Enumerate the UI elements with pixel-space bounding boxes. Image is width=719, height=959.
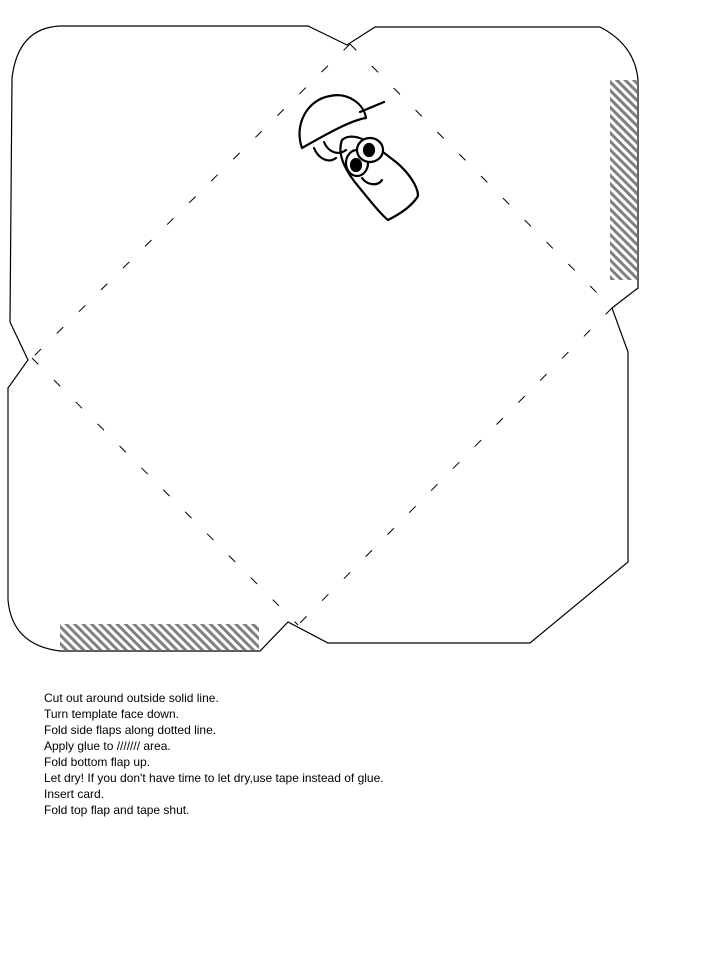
fold-line-top-left: [32, 44, 350, 358]
cartoon-character-illustration: [300, 95, 418, 220]
instruction-step: Let dry! If you don't have time to let dry,use tape instead of glue.: [44, 771, 384, 785]
instructions-list: [44, 690, 384, 818]
glue-area-right: [610, 80, 637, 280]
instruction-step: Fold top flap and tape shut.: [44, 803, 190, 817]
instruction-step: Fold bottom flap up.: [44, 755, 151, 769]
fold-line-bottom-right: [298, 308, 612, 625]
left-pupil: [351, 159, 361, 171]
glue-area-bottom: [60, 624, 259, 650]
instruction-step: Apply glue to /////// area.: [44, 739, 171, 753]
fold-line-bottom-left: [32, 358, 298, 625]
cap-brim: [360, 102, 384, 112]
instruction-step: Insert card.: [44, 787, 105, 801]
right-pupil: [364, 144, 374, 156]
instruction-step: Turn template face down.: [44, 707, 179, 721]
instruction-step: Cut out around outside solid line.: [44, 691, 219, 705]
instruction-step: Fold side flaps along dotted line.: [44, 723, 217, 737]
